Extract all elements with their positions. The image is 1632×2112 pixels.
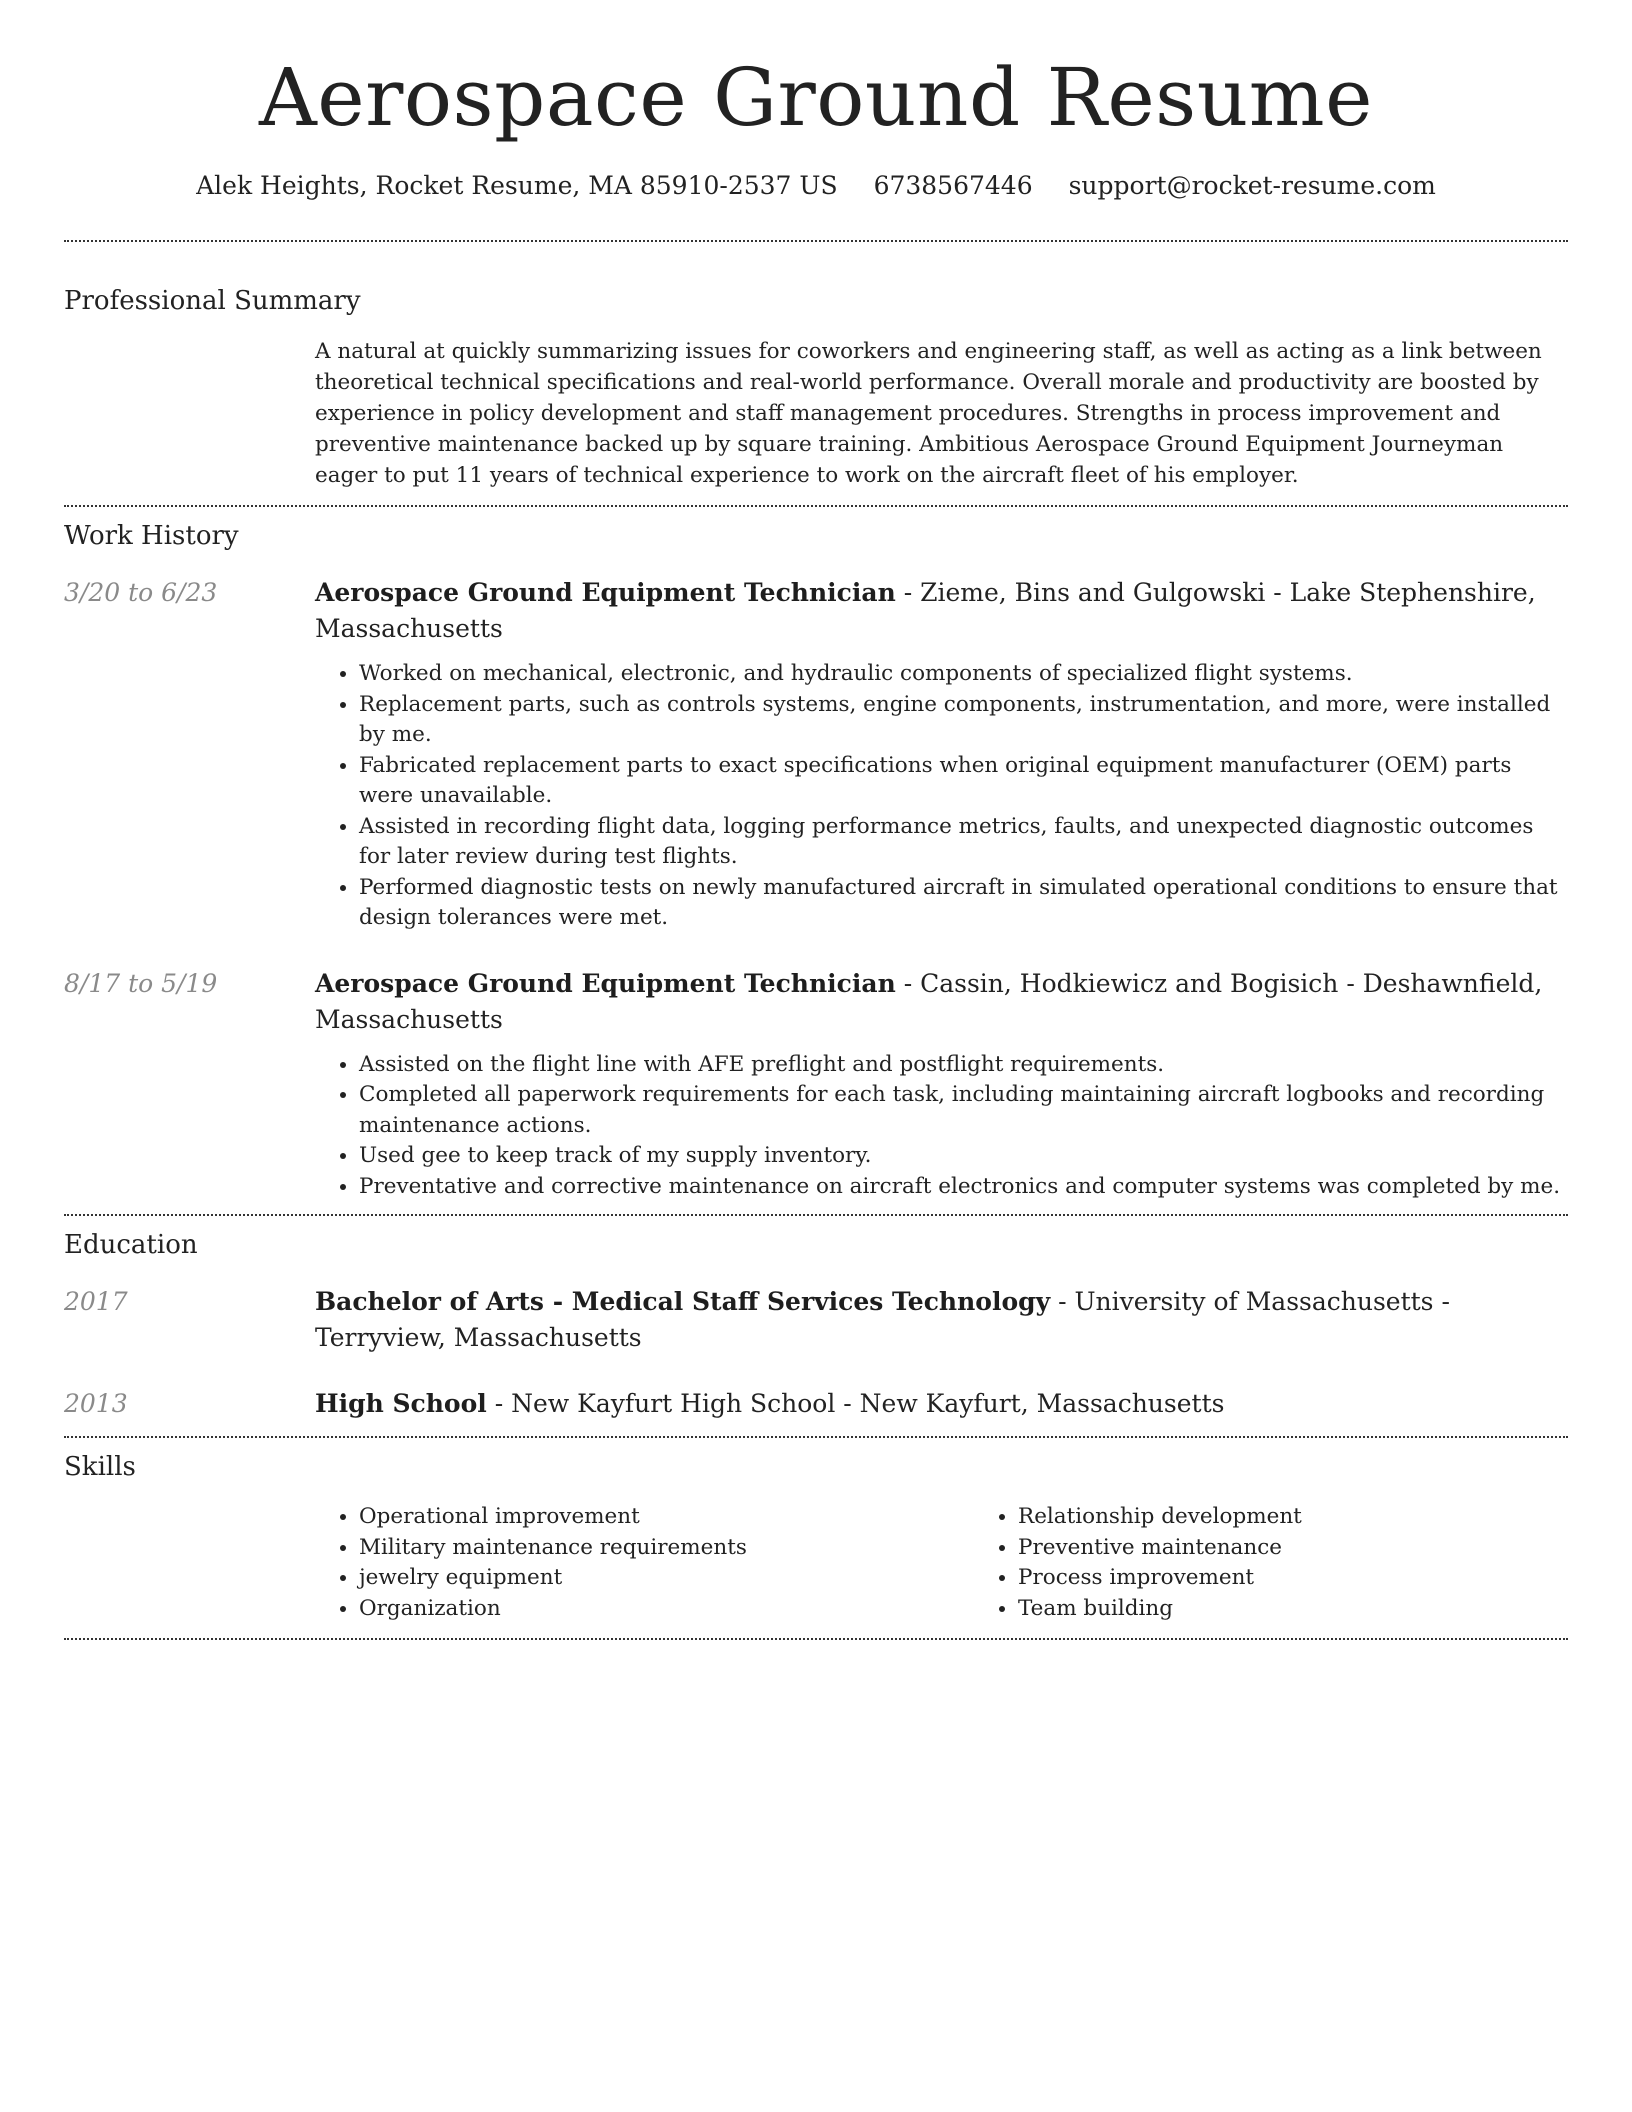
job-role: Aerospace Ground Equipment Technician	[315, 578, 896, 607]
divider	[64, 505, 1568, 507]
contact-phone: 6738567446	[873, 171, 1033, 200]
education-title	[315, 1386, 1568, 1422]
summary-text: A natural at quickly summarizing issues for coworkers and engineering staff, as well as acting as a link between theoretical technical specifications and real-world performance. Overall morale and productivity are boosted by experience in policy development and staff management procedures. Strengths in process improvement and preventive maintenance backed up by square training. Ambitious Aerospace Ground Equipment Journeyman eager to put 11 years of technical experience to work on the aircraft fleet of his employer.	[315, 339, 1542, 488]
list-item: • Assisted in recording flight data, logging performance metrics, faults, and unexpected diagnostic outcomes for later review during test flights.	[359, 812, 1568, 873]
list-item: • Assisted on the flight line with AFE preflight and postflight requirements.	[359, 1050, 1568, 1081]
section-title-work: Work History	[64, 521, 239, 551]
contact-email: support@rocket-resume.com	[1068, 171, 1436, 200]
section-title-summary: Professional Summary	[64, 286, 361, 316]
skills-grid	[315, 1502, 1632, 1624]
list-item: • Used gee to keep track of my supply inventory.	[359, 1141, 1568, 1172]
summary-section	[64, 284, 1568, 491]
divider	[64, 1436, 1568, 1438]
list-item: • Worked on mechanical, electronic, and hydraulic components of specialized flight systems.	[359, 659, 1568, 690]
skill-item: • Military maintenance requirements	[359, 1533, 974, 1564]
skill-item: • Relationship development	[1018, 1502, 1632, 1533]
job-bullets	[315, 1050, 1568, 1203]
education-entry	[64, 1386, 1568, 1422]
list-item: • Performed diagnostic tests on newly manufactured aircraft in simulated operational conditions to ensure that design tolerances were met.	[359, 873, 1568, 934]
education-year: 2017	[64, 1287, 128, 1316]
education-title	[315, 1284, 1568, 1356]
education-details: - University of Massachusetts - Terryview, Massachusetts	[315, 1287, 1450, 1352]
job-dates: 8/17 to 5/19	[64, 968, 218, 998]
resume-name: Aerospace Ground Resume	[259, 51, 1373, 144]
skills-list-right	[974, 1502, 1632, 1624]
education-entry	[64, 1284, 1568, 1356]
job-role: Aerospace Ground Equipment Technician	[315, 968, 896, 998]
divider	[64, 1214, 1568, 1216]
skill-item: • Preventive maintenance	[1018, 1533, 1632, 1564]
education-degree: Bachelor of Arts - Medical Staff Services Technology	[315, 1287, 1051, 1316]
education-details: - New Kayfurt High School - New Kayfurt, Massachusetts	[486, 1389, 1225, 1418]
list-item: • Preventative and corrective maintenance on aircraft electronics and computer systems was completed by me.	[359, 1172, 1568, 1203]
list-item: • Fabricated replacement parts to exact specifications when original equipment manufacturer (OEM) parts were unavailable.	[359, 751, 1568, 812]
skill-item: • Organization	[359, 1594, 974, 1625]
job-details: - Cassin, Hodkiewicz and Bogisich - Deshawnfield, Massachusetts	[315, 968, 1543, 1034]
job-title	[315, 966, 1568, 1038]
job-title	[315, 575, 1568, 647]
divider	[64, 1638, 1568, 1640]
job-dates: 3/20 to 6/23	[64, 578, 218, 607]
education-year: 2013	[64, 1389, 128, 1418]
list-item: • Replacement parts, such as controls systems, engine components, instrumentation, and more, were installed by me.	[359, 690, 1568, 751]
job-entry	[64, 575, 1568, 934]
section-title-education: Education	[64, 1230, 198, 1260]
education-degree: High School	[315, 1389, 487, 1418]
skills-section	[64, 1450, 1568, 1624]
job-details: - Zieme, Bins and Gulgowski - Lake Stephenshire, Massachusetts	[315, 578, 1536, 643]
job-bullets	[315, 659, 1568, 934]
skill-item: • Operational improvement	[359, 1502, 974, 1533]
skill-item: • Team building	[1018, 1594, 1632, 1625]
list-item: • Completed all paperwork requirements for each task, including maintaining aircraft logbooks and recording maintenance actions.	[359, 1080, 1568, 1141]
education-section	[64, 1228, 1568, 1422]
skill-item: • jewelry equipment	[359, 1563, 974, 1594]
skill-item: • Process improvement	[1018, 1563, 1632, 1594]
contact-address: Alek Heights, Rocket Resume, MA 85910-2537 US	[196, 171, 838, 200]
divider	[64, 240, 1568, 242]
job-entry	[64, 966, 1568, 1203]
contact-line	[64, 168, 1568, 204]
section-title-skills: Skills	[64, 1452, 136, 1482]
work-section	[64, 519, 1568, 1202]
skills-list-left	[315, 1502, 974, 1624]
